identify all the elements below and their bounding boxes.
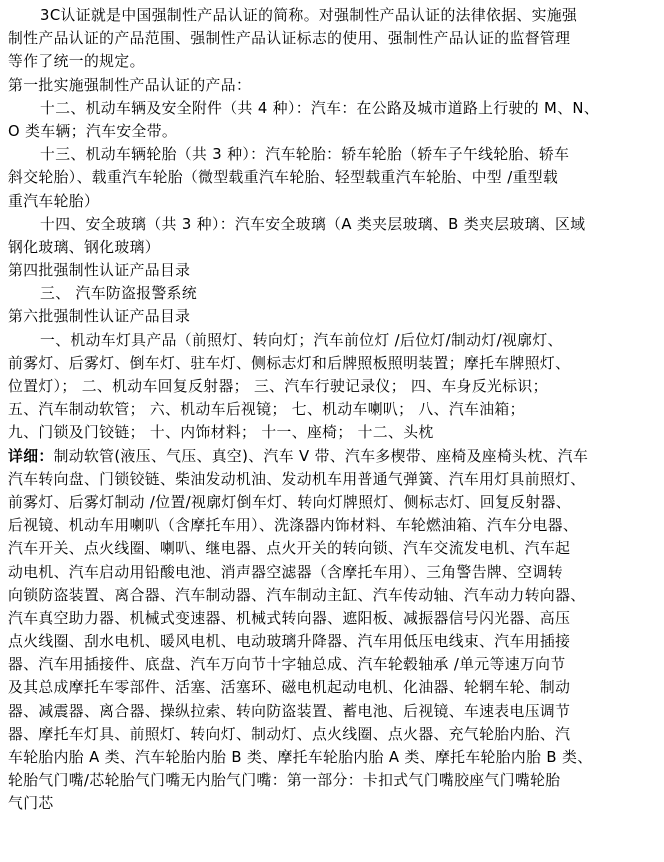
paragraph-line bbox=[8, 676, 656, 699]
line-text: 制性产品认证的产品范围、强制性产品认证标志的使用、强制性产品认证的监督管理 bbox=[8, 30, 571, 48]
line-text: 三、 汽车防盗报警系统 bbox=[40, 285, 198, 303]
paragraph-line bbox=[8, 445, 656, 468]
line-text: 前雾灯、后雾灯制动 /位置/视廓灯倒车灯、转向灯牌照灯、侧标志灯、回复反射器、 bbox=[8, 493, 571, 511]
paragraph-line bbox=[8, 143, 656, 166]
paragraph-line bbox=[8, 190, 656, 213]
line-text: 十四、安全玻璃（共 3 种）：汽车安全玻璃（A 类夹层玻璃、B 类夹层玻璃、区域 bbox=[40, 215, 586, 233]
paragraph-line bbox=[8, 352, 656, 375]
line-text: O 类车辆；汽车安全带。 bbox=[8, 122, 178, 140]
paragraph-line bbox=[8, 723, 656, 746]
line-text: 十三、机动车辆轮胎（共 3 种）：汽车轮胎：轿车轮胎（轿车子午线轮胎、轿车 bbox=[40, 146, 570, 164]
line-text: 第六批强制性认证产品目录 bbox=[8, 308, 191, 326]
paragraph-line bbox=[8, 653, 656, 676]
line-text: 重汽车轮胎） bbox=[8, 192, 100, 210]
paragraph-line bbox=[8, 607, 656, 630]
detail-label: 详细： bbox=[8, 447, 54, 465]
paragraph-line bbox=[8, 120, 656, 143]
line-text: 九、门锁及门铰链； 十、内饰材料； 十一、座椅； 十二、头枕 bbox=[8, 424, 434, 442]
line-text: 气门芯 bbox=[8, 795, 54, 813]
line-text: 3C认证就是中国强制性产品认证的简称。对强制性产品认证的法律依据、实施强 bbox=[40, 7, 578, 24]
section-heading bbox=[8, 74, 656, 97]
line-text: 向锁防盗装置、离合器、汽车制动器、汽车制动主缸、汽车传动轴、汽车动力转向器、 bbox=[8, 586, 586, 604]
line-text: 器、摩托车灯具、前照灯、转向灯、制动灯、点火线圈、点火器、充气轮胎内胎、汽 bbox=[8, 725, 571, 743]
line-text: 汽车转向盘、门锁铰链、柴油发动机油、发动机车用普通气弹簧、汽车用灯具前照灯、 bbox=[8, 470, 586, 488]
paragraph-line bbox=[8, 746, 656, 769]
paragraph-line bbox=[8, 537, 656, 560]
line-text: 器、减震器、离合器、操纵拉索、转向防盗装置、蓄电池、后视镜、车速表电压调节 bbox=[8, 702, 571, 720]
line-text: 等作了统一的规定。 bbox=[8, 53, 145, 71]
paragraph-line bbox=[8, 50, 656, 73]
paragraph-line bbox=[8, 491, 656, 514]
paragraph-line bbox=[8, 166, 656, 189]
line-text: 器、汽车用插接件、底盘、汽车万向节十字轴总成、汽车轮毂轴承 /单元等速万向节 bbox=[8, 656, 566, 674]
line-text: 钢化玻璃、钢化玻璃） bbox=[8, 238, 160, 256]
paragraph-line bbox=[8, 27, 656, 50]
line-text: 点火线圈、刮水电机、暖风电机、电动玻璃升降器、汽车用低压电线束、汽车用插接 bbox=[8, 633, 571, 651]
paragraph-line bbox=[8, 792, 656, 815]
line-text: 及其总成摩托车零部件、活塞、活塞环、磁电机起动电机、化油器、轮辋车轮、制动 bbox=[8, 679, 571, 697]
line-text: 汽车开关、点火线圈、喇叭、继电器、点火开关的转向锁、汽车交流发电机、汽车起 bbox=[8, 540, 571, 558]
paragraph-line bbox=[8, 769, 656, 792]
paragraph-line bbox=[8, 282, 656, 305]
line-text: 车轮胎内胎 A 类、汽车轮胎内胎 B 类、摩托车轮胎内胎 A 类、摩托车轮胎内胎 B 类、 bbox=[8, 749, 593, 766]
line-text: 第一批实施强制性产品认证的产品： bbox=[8, 76, 252, 94]
paragraph-line bbox=[8, 468, 656, 491]
line-text: 动电机、汽车启动用铅酸电池、消声器空滤器（含摩托车用）、三角警告牌、空调转 bbox=[8, 563, 563, 581]
line-text: 后视镜、机动车用喇叭（含摩托车用）、洗涤器内饰材料、车轮燃油箱、汽车分电器、 bbox=[8, 517, 579, 535]
line-text: 制动软管(液压、气压、真空)、汽车 V 带、汽车多楔带、座椅及座椅头枕、汽车 bbox=[53, 447, 589, 465]
paragraph-line bbox=[8, 4, 656, 27]
paragraph-line bbox=[8, 514, 656, 537]
line-text: 一、机动车灯具产品（前照灯、转向灯；汽车前位灯 /后位灯/制动灯/视廓灯、 bbox=[40, 331, 563, 349]
line-text: 十二、机动车辆及安全附件（共 4 种）：汽车：在公路及城市道路上行驶的 M、N、 bbox=[40, 99, 600, 117]
paragraph-line bbox=[8, 97, 656, 120]
line-text: 第四批强制性认证产品目录 bbox=[8, 262, 191, 280]
section-heading bbox=[8, 305, 656, 328]
paragraph-line bbox=[8, 700, 656, 723]
line-text: 前雾灯、后雾灯、倒车灯、驻车灯、侧标志灯和后牌照板照明装置；摩托车牌照灯、 bbox=[8, 354, 571, 372]
paragraph-line bbox=[8, 375, 656, 398]
paragraph-line bbox=[8, 236, 656, 259]
line-text: 位置灯）； 二、机动车回复反射器； 三、汽车行驶记录仪； 四、车身反光标识； bbox=[8, 378, 548, 395]
paragraph-line bbox=[8, 561, 656, 584]
paragraph-line bbox=[8, 630, 656, 653]
paragraph-line bbox=[8, 421, 656, 444]
line-text: 轮胎气门嘴/芯轮胎气门嘴无内胎气门嘴：第一部分：卡扣式气门嘴胶座气门嘴轮胎 bbox=[8, 772, 561, 790]
line-text: 斜交轮胎）、载重汽车轮胎（微型载重汽车轮胎、轻型载重汽车轮胎、中型 /重型载 bbox=[8, 169, 559, 187]
line-text: 汽车真空助力器、机械式变速器、机械式转向器、遮阳板、减振器信号闪光器、高压 bbox=[8, 609, 571, 627]
paragraph-line bbox=[8, 329, 656, 352]
paragraph-line bbox=[8, 398, 656, 421]
section-heading bbox=[8, 259, 656, 282]
line-text: 五、汽车制动软管； 六、机动车后视镜； 七、机动车喇叭； 八、汽车油箱； bbox=[8, 401, 525, 419]
paragraph-line bbox=[8, 584, 656, 607]
paragraph-line bbox=[8, 213, 656, 236]
